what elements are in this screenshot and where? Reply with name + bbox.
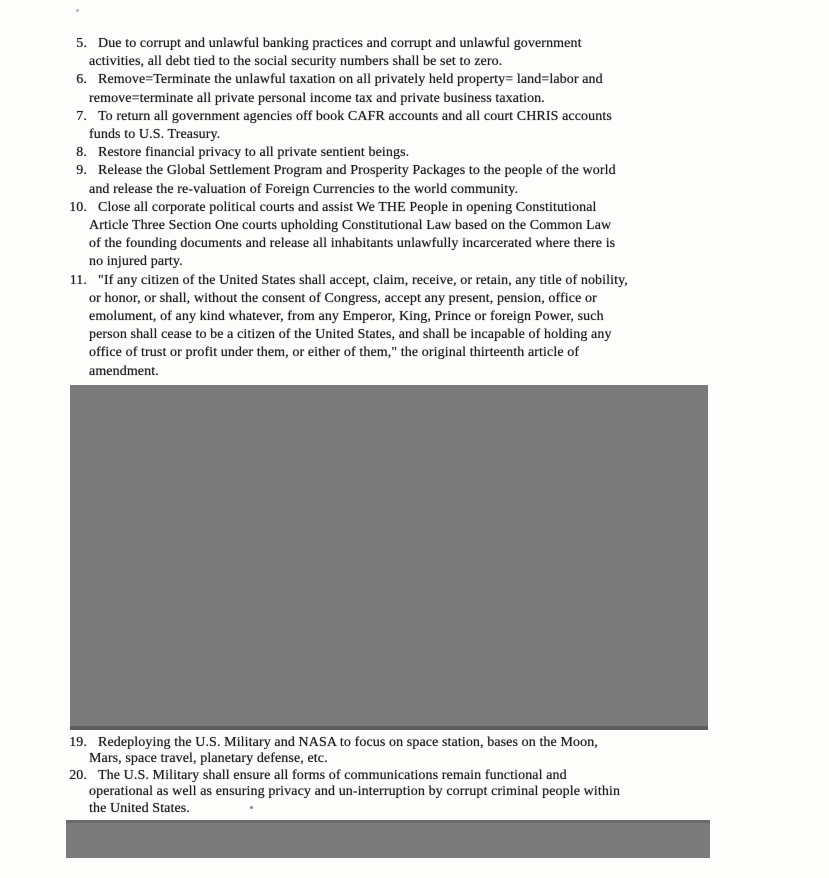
numbered-list-top (0, 35, 780, 381)
list-item (0, 35, 780, 71)
list-item-line: Release the Global Settlement Program and Prosperity Packages to the people of the world (98, 163, 616, 179)
list-item-number: 5. (76, 36, 87, 51)
list-item-line: person shall cease to be a citizen of the United States, and shall be incapable of holding any (89, 327, 612, 343)
list-item-line: or honor, or shall, without the consent of Congress, accept any present, pension, office or (89, 290, 597, 306)
list-item-number: 19. (69, 735, 87, 750)
list-item (0, 735, 780, 768)
list-item (0, 768, 780, 817)
list-item (0, 162, 780, 198)
list-item-line: operational as well as ensuring privacy and un-interruption by corrupt criminal people within (89, 784, 621, 800)
list-item-line: emolument, of any kind whatever, from any Emperor, King, Prince or foreign Power, such (89, 309, 604, 325)
list-item-number: 10. (69, 199, 87, 215)
list-item-line: Mars, space travel, planetary defense, etc. (89, 751, 328, 767)
list-item-line: activities, all debt tied to the social security numbers shall be set to zero. (89, 54, 503, 70)
list-item-number: 11. (69, 272, 87, 288)
list-item-line: Close all corporate political courts and assist We THE People in opening Constitutional (98, 199, 597, 215)
list-item-line: of the founding documents and release all inhabitants unlawfully incarcerated where there is (89, 236, 616, 252)
list-item-line: The U.S. Military shall ensure all forms of communications remain functional and (98, 767, 567, 783)
list-item (0, 108, 780, 144)
list-item-line: and release the re-valuation of Foreign Currencies to the world community. (89, 181, 519, 197)
list-item-line: To return all government agencies off book CAFR accounts and all court CHRIS accounts (98, 108, 612, 124)
list-item-line: "If any citizen of the United States shall accept, claim, receive, or retain, any title of nobility, (98, 272, 628, 288)
list-item-line: remove=terminate all private personal income tax and private business taxation. (89, 90, 545, 106)
list-item (0, 71, 780, 107)
list-item-number: 8. (76, 145, 87, 161)
list-item (0, 144, 780, 162)
list-item (0, 199, 780, 272)
scan-artifact-dot (250, 806, 253, 809)
list-item-line: funds to U.S. Treasury. (89, 127, 221, 143)
list-item-line: Redeploying the U.S. Military and NASA to focus on space station, bases on the Moon, (98, 735, 598, 750)
list-item-line: the United States. (89, 800, 190, 816)
list-item-number: 7. (76, 108, 87, 124)
redaction-block-1 (70, 385, 708, 730)
list-item-line: Article Three Section One courts upholding Constitutional Law based on the Common Law (89, 218, 612, 234)
list-item-number: 20. (69, 767, 87, 783)
numbered-list-bottom (0, 735, 780, 817)
list-item-line: amendment. (89, 363, 159, 379)
list-item-number: 6. (76, 72, 87, 88)
scan-artifact-dot (76, 9, 79, 12)
list-item-number: 9. (76, 163, 87, 179)
list-item-line: Due to corrupt and unlawful banking practices and corrupt and unlawful government (98, 36, 582, 51)
list-item-line: Remove=Terminate the unlawful taxation on all privately held property= land=labor and (98, 72, 603, 88)
list-item-line: Restore financial privacy to all private sentient beings. (98, 145, 410, 161)
redaction-block-2 (66, 820, 710, 858)
list-item (0, 272, 780, 381)
list-item-line: no injured party. (89, 254, 183, 270)
list-item-line: office of trust or profit under them, or either of them," the original thirteenth article of (89, 345, 580, 361)
